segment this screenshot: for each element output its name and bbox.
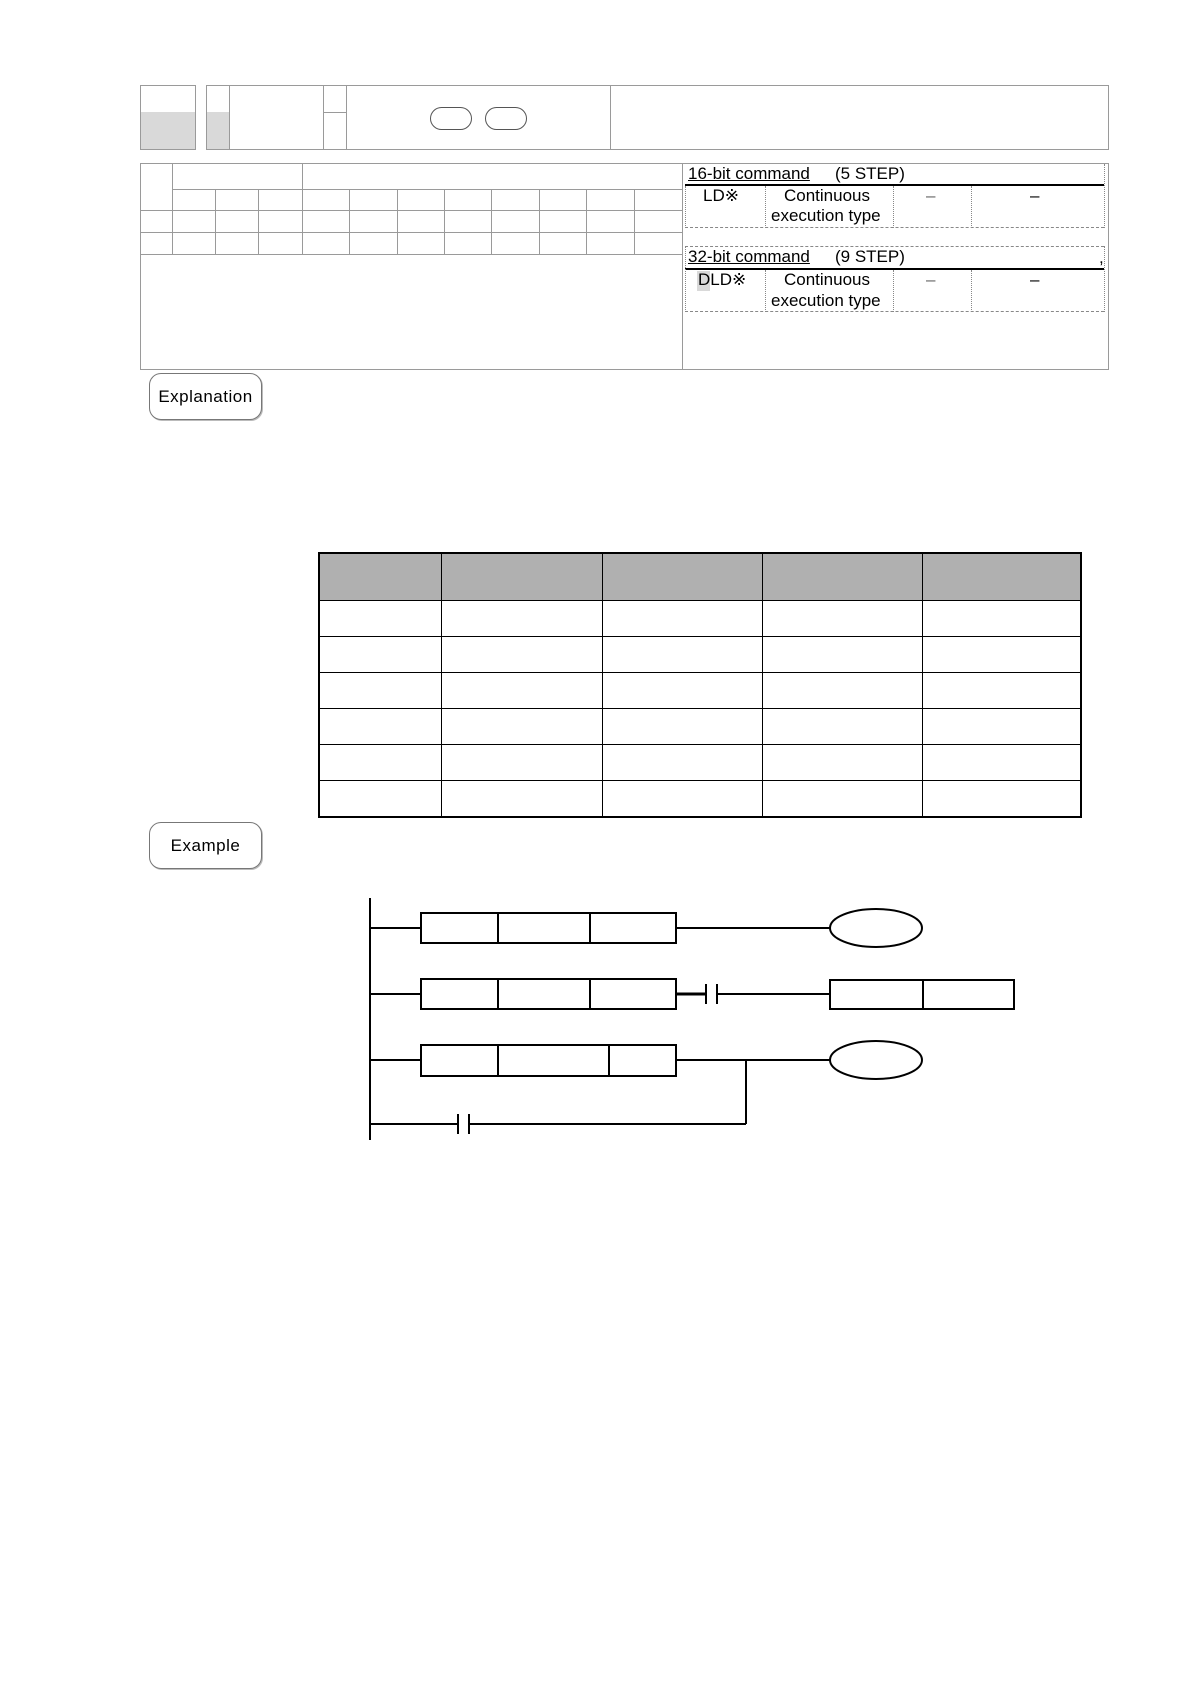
rung1-compare-block [421, 913, 676, 943]
cmd16-mnemonic: LD※ [703, 186, 739, 205]
cmd32-type-2: execution type [771, 291, 881, 310]
rung3-coil [830, 1041, 922, 1079]
rung2-compare-block [421, 979, 676, 1009]
cmd32-steps: (9 STEP) [835, 247, 905, 266]
cmd32-pulse: – [926, 270, 936, 289]
cmd16-heading: 16-bit command [688, 164, 810, 183]
cmd32-tick: , [1099, 248, 1104, 267]
cmd16-type-1: Continuous [784, 186, 871, 205]
rung3-compare-block [421, 1045, 676, 1076]
cmd16-type-2: execution type [771, 206, 881, 225]
cmd16-dash: – [1030, 186, 1040, 205]
rung1-coil [830, 909, 922, 947]
cmd32-dash: – [1030, 270, 1040, 289]
cmd32-type-1: Continuous [784, 270, 871, 289]
cmd32-mnemonic: DLD※ [698, 270, 747, 289]
cmd16-steps: (5 STEP) [835, 164, 905, 183]
cmd16-pulse: – [926, 186, 936, 205]
explanation-badge: Explanation [149, 373, 262, 420]
cmd32-heading: 32-bit command [688, 247, 810, 266]
example-badge: Example [149, 822, 262, 869]
